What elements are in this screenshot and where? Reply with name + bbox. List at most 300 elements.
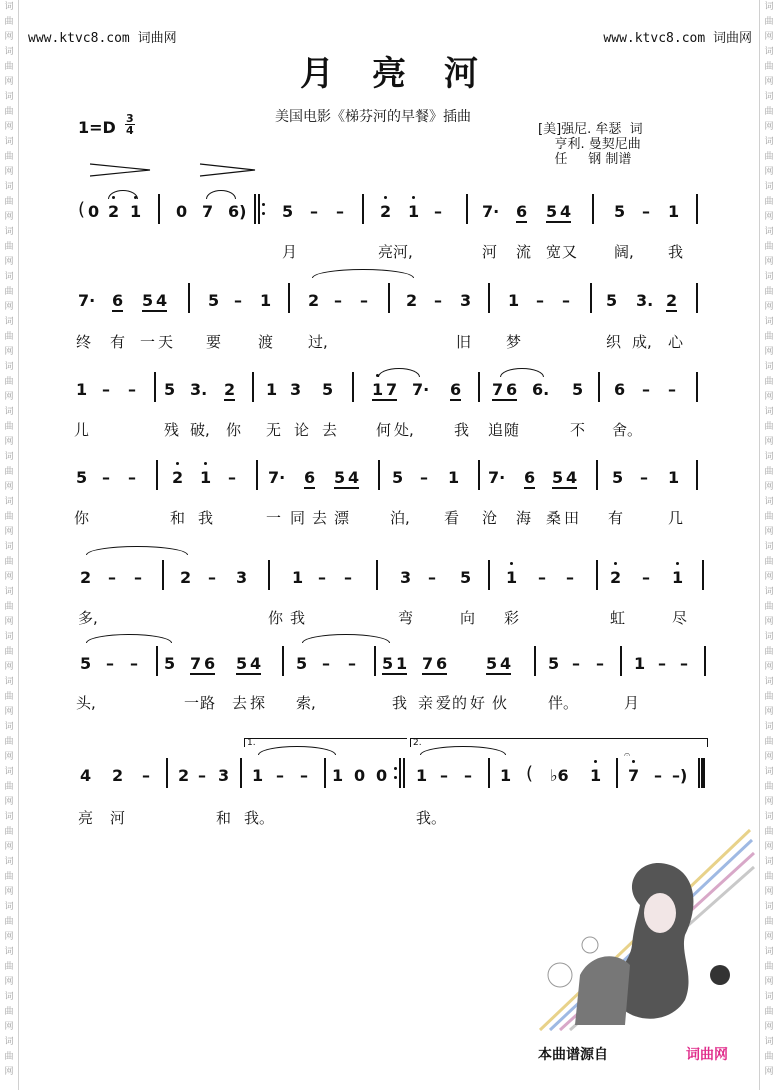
note: 5 bbox=[614, 202, 626, 221]
singer-illustration bbox=[520, 825, 755, 1040]
lyric: 你 bbox=[74, 509, 90, 527]
note: 0 bbox=[88, 202, 100, 221]
watermark-char: 网 bbox=[4, 887, 14, 897]
note: 3. bbox=[190, 380, 208, 399]
barline bbox=[534, 646, 536, 676]
dash: – bbox=[310, 202, 318, 221]
note: 1 bbox=[508, 291, 520, 310]
watermark-char: 词 bbox=[764, 947, 774, 957]
note: 0 bbox=[376, 766, 388, 785]
watermark-char: 词 bbox=[4, 1037, 14, 1047]
dash: – bbox=[348, 654, 356, 673]
note: ♭6 bbox=[550, 766, 569, 785]
lyric: 一 bbox=[140, 333, 156, 351]
barline bbox=[378, 460, 380, 490]
barline bbox=[696, 283, 698, 313]
dash: – bbox=[562, 291, 570, 310]
barline bbox=[388, 283, 390, 313]
barline bbox=[162, 560, 164, 590]
watermark-char: 网 bbox=[4, 482, 14, 492]
note: 7 bbox=[190, 654, 205, 675]
lyric: 我。 bbox=[416, 809, 447, 827]
note: 1 bbox=[260, 291, 272, 310]
note: 7 bbox=[422, 654, 437, 675]
dash: – bbox=[322, 654, 330, 673]
dash: – bbox=[640, 468, 648, 487]
watermark-char: 词 bbox=[764, 362, 774, 372]
watermark-char: 网 bbox=[764, 257, 774, 267]
barline bbox=[376, 560, 378, 590]
slur bbox=[258, 746, 336, 755]
dash: – bbox=[596, 654, 604, 673]
lyric: 海 bbox=[516, 509, 532, 527]
note: 5 bbox=[334, 468, 349, 489]
octave-dot bbox=[412, 196, 415, 199]
note: 1 bbox=[396, 654, 408, 673]
lyric: 探 bbox=[250, 694, 266, 712]
brand-logo-text[interactable]: 词曲网 bbox=[686, 1047, 728, 1063]
note: 2 bbox=[180, 568, 192, 587]
watermark-char: 曲 bbox=[764, 107, 774, 117]
barline bbox=[696, 194, 698, 224]
lyric: 的 bbox=[452, 694, 468, 712]
left-watermark-column bbox=[0, 0, 19, 1090]
watermark-char: 词 bbox=[4, 542, 14, 552]
barline bbox=[592, 194, 594, 224]
octave-dot bbox=[614, 562, 617, 565]
barline bbox=[488, 560, 490, 590]
note: 1 bbox=[266, 380, 278, 399]
note: 7· bbox=[268, 468, 286, 487]
watermark-char: 词 bbox=[764, 542, 774, 552]
lyric: 你 bbox=[226, 421, 242, 439]
watermark-char: 网 bbox=[764, 302, 774, 312]
note: 2 bbox=[308, 291, 320, 310]
lyric: 残 bbox=[164, 421, 180, 439]
note: 5 bbox=[208, 291, 220, 310]
lyrics-row-5 bbox=[72, 607, 702, 631]
watermark-char: 曲 bbox=[764, 467, 774, 477]
octave-dot bbox=[176, 462, 179, 465]
watermark-char: 网 bbox=[4, 662, 14, 672]
lyric: 宽 bbox=[546, 243, 562, 261]
note: 5 bbox=[546, 202, 561, 223]
note: 6 bbox=[524, 468, 536, 487]
barline bbox=[352, 372, 354, 402]
watermark-char: 网 bbox=[764, 482, 774, 492]
note: 2 bbox=[224, 380, 236, 399]
barline bbox=[702, 560, 704, 590]
dash: – bbox=[128, 380, 136, 399]
watermark-char: 网 bbox=[764, 572, 774, 582]
note: 7 bbox=[492, 380, 507, 401]
dash: – bbox=[198, 766, 206, 785]
note: 2 bbox=[112, 766, 124, 785]
watermark-char: 网 bbox=[764, 167, 774, 177]
lyric: 去 bbox=[312, 509, 328, 527]
lyric: 索, bbox=[296, 694, 316, 712]
lyric: 织 bbox=[606, 333, 622, 351]
volta-label: 2. bbox=[413, 738, 422, 748]
watermark-char: 网 bbox=[4, 797, 14, 807]
barline bbox=[478, 460, 480, 490]
watermark-char: 词 bbox=[4, 2, 14, 12]
barline bbox=[158, 194, 160, 224]
watermark-char: 曲 bbox=[4, 917, 14, 927]
note: 1 bbox=[372, 380, 387, 401]
lyric: 我 bbox=[198, 509, 214, 527]
watermark-char: 网 bbox=[764, 1022, 774, 1032]
watermark-char: 曲 bbox=[764, 512, 774, 522]
watermark-char: 词 bbox=[4, 722, 14, 732]
lyric: 去 bbox=[232, 694, 248, 712]
lyric: 心 bbox=[668, 333, 684, 351]
lyric: 虹 bbox=[610, 609, 626, 627]
site-url-left[interactable]: www.ktvc8.com 词曲网 bbox=[28, 31, 177, 46]
watermark-char: 曲 bbox=[764, 872, 774, 882]
watermark-char: 曲 bbox=[4, 1007, 14, 1017]
lyrics-row-1 bbox=[72, 241, 702, 265]
note: 5 bbox=[548, 654, 560, 673]
barline bbox=[166, 758, 168, 788]
dash: – bbox=[334, 291, 342, 310]
note: 7 bbox=[628, 766, 640, 785]
lyric: 头, bbox=[76, 694, 96, 712]
dash: – bbox=[428, 568, 436, 587]
note: 1 bbox=[672, 568, 684, 587]
watermark-char: 曲 bbox=[4, 467, 14, 477]
watermark-char: 网 bbox=[764, 932, 774, 942]
lyric: 好 bbox=[470, 694, 486, 712]
watermark-char: 网 bbox=[4, 257, 14, 267]
note: 6 bbox=[614, 380, 626, 399]
lyric: 我 bbox=[454, 421, 470, 439]
lyric: 渡 bbox=[258, 333, 274, 351]
note: 2 bbox=[406, 291, 418, 310]
watermark-char: 网 bbox=[4, 842, 14, 852]
note: 4 bbox=[250, 654, 262, 673]
watermark-char: 词 bbox=[764, 677, 774, 687]
watermark-char: 网 bbox=[764, 887, 774, 897]
notation-row-5 bbox=[72, 556, 702, 596]
note: 1 bbox=[634, 654, 646, 673]
note: 1 bbox=[332, 766, 344, 785]
note: 5 bbox=[282, 202, 294, 221]
watermark-char: 词 bbox=[764, 452, 774, 462]
octave-dot bbox=[676, 562, 679, 565]
notation-row-4 bbox=[72, 456, 702, 496]
watermark-char: 词 bbox=[764, 182, 774, 192]
dash: – bbox=[658, 654, 666, 673]
barline bbox=[488, 758, 490, 788]
watermark-char: 网 bbox=[764, 392, 774, 402]
lyric: 和 bbox=[216, 809, 232, 827]
lyric: 几 bbox=[668, 509, 684, 527]
dash: – bbox=[102, 468, 110, 487]
note: 1 bbox=[506, 568, 518, 587]
lyric: 何 bbox=[376, 421, 392, 439]
watermark-char: 词 bbox=[764, 632, 774, 642]
watermark-char: 词 bbox=[4, 677, 14, 687]
note: 4 bbox=[156, 291, 168, 310]
barline bbox=[154, 372, 156, 402]
lyric: 彩 bbox=[504, 609, 520, 627]
note: 1 bbox=[448, 468, 460, 487]
watermark-char: 词 bbox=[764, 722, 774, 732]
note: ( bbox=[526, 763, 534, 784]
watermark-char: 词 bbox=[4, 362, 14, 372]
watermark-char: 曲 bbox=[764, 647, 774, 657]
watermark-char: 网 bbox=[764, 842, 774, 852]
source-caption: 本曲谱源自 bbox=[538, 1047, 608, 1063]
watermark-char: 词 bbox=[764, 227, 774, 237]
lyric: 要 bbox=[206, 333, 222, 351]
octave-dot bbox=[632, 760, 635, 763]
octave-dot bbox=[204, 462, 207, 465]
slur bbox=[86, 546, 188, 555]
note: 1 bbox=[668, 468, 680, 487]
arranger-credit: 任 钢 制谱 bbox=[538, 152, 632, 167]
dash: – bbox=[108, 568, 116, 587]
watermark-char: 词 bbox=[4, 992, 14, 1002]
dash: – bbox=[300, 766, 308, 785]
watermark-char: 曲 bbox=[4, 692, 14, 702]
watermark-char: 曲 bbox=[4, 737, 14, 747]
note: 3 bbox=[236, 568, 248, 587]
dash: – bbox=[654, 766, 662, 785]
note: ( bbox=[78, 199, 86, 220]
note: 5 bbox=[80, 654, 92, 673]
watermark-char: 网 bbox=[4, 1067, 14, 1077]
watermark-char: 曲 bbox=[4, 62, 14, 72]
dash: – bbox=[208, 568, 216, 587]
octave-dot bbox=[594, 760, 597, 763]
octave-dot bbox=[510, 562, 513, 565]
watermark-char: 网 bbox=[4, 167, 14, 177]
lyric: 桑 bbox=[546, 509, 562, 527]
barline bbox=[704, 646, 706, 676]
watermark-char: 网 bbox=[4, 392, 14, 402]
site-url-right[interactable]: www.ktvc8.com 词曲网 bbox=[603, 31, 752, 46]
watermark-char: 网 bbox=[4, 932, 14, 942]
watermark-char: 网 bbox=[4, 707, 14, 717]
watermark-char: 曲 bbox=[764, 242, 774, 252]
barline bbox=[596, 560, 598, 590]
note: 0 bbox=[176, 202, 188, 221]
repeat-start bbox=[254, 194, 266, 224]
note: 1 bbox=[408, 202, 420, 221]
notation-row-1 bbox=[72, 190, 702, 230]
lyric: 我 bbox=[290, 609, 306, 627]
barline bbox=[156, 460, 158, 490]
note: 1 bbox=[590, 766, 602, 785]
watermark-char: 曲 bbox=[4, 602, 14, 612]
lyric: 无 bbox=[266, 421, 282, 439]
watermark-char: 曲 bbox=[764, 692, 774, 702]
note: 4 bbox=[560, 202, 572, 221]
note: 1 bbox=[292, 568, 304, 587]
watermark-char: 词 bbox=[4, 407, 14, 417]
lyric: 路 bbox=[200, 694, 216, 712]
watermark-char: 网 bbox=[764, 32, 774, 42]
lyric: 看 bbox=[444, 509, 460, 527]
watermark-char: 曲 bbox=[4, 512, 14, 522]
note: 6 bbox=[112, 291, 124, 310]
lyric: 河 bbox=[482, 243, 498, 261]
watermark-char: 曲 bbox=[764, 962, 774, 972]
slur bbox=[302, 634, 390, 643]
dash: – bbox=[420, 468, 428, 487]
watermark-char: 曲 bbox=[4, 242, 14, 252]
watermark-char: 词 bbox=[764, 992, 774, 1002]
watermark-char: 词 bbox=[764, 47, 774, 57]
note: 5 bbox=[236, 654, 251, 675]
note: 1 bbox=[668, 202, 680, 221]
lyrics-row-6 bbox=[72, 692, 702, 716]
dash: – bbox=[234, 291, 242, 310]
watermark-char: 网 bbox=[4, 212, 14, 222]
watermark-char: 词 bbox=[4, 317, 14, 327]
watermark-char: 词 bbox=[764, 407, 774, 417]
lyric: 月 bbox=[282, 243, 298, 261]
watermark-char: 词 bbox=[4, 902, 14, 912]
volta-label: 1. bbox=[247, 738, 256, 748]
watermark-char: 词 bbox=[4, 812, 14, 822]
notation-row-6 bbox=[72, 642, 702, 682]
note: 2 bbox=[380, 202, 392, 221]
barline bbox=[240, 758, 242, 788]
lyric: 泊, bbox=[390, 509, 410, 527]
lyric: 月 bbox=[624, 694, 640, 712]
slur bbox=[312, 269, 414, 278]
lyric: 去 bbox=[322, 421, 338, 439]
watermark-char: 曲 bbox=[4, 197, 14, 207]
watermark-char: 网 bbox=[764, 77, 774, 87]
notation-row-7 bbox=[72, 748, 702, 794]
lyric: 弯 bbox=[398, 609, 414, 627]
note: 6 bbox=[516, 202, 528, 221]
lyric: 多, bbox=[78, 609, 98, 627]
watermark-char: 词 bbox=[4, 857, 14, 867]
watermark-char: 曲 bbox=[764, 1007, 774, 1017]
note: 4 bbox=[80, 766, 92, 785]
watermark-char: 词 bbox=[4, 47, 14, 57]
barline bbox=[616, 758, 618, 788]
note: 5 bbox=[460, 568, 472, 587]
watermark-char: 网 bbox=[4, 32, 14, 42]
meter-denominator: 4 bbox=[126, 124, 134, 137]
watermark-char: 词 bbox=[4, 227, 14, 237]
watermark-char: 网 bbox=[764, 662, 774, 672]
note: 6 bbox=[204, 654, 216, 673]
watermark-char: 曲 bbox=[4, 107, 14, 117]
note: 5 bbox=[606, 291, 618, 310]
dash: – bbox=[128, 468, 136, 487]
watermark-char: 曲 bbox=[4, 152, 14, 162]
lyric: 伴。 bbox=[548, 694, 579, 712]
watermark-char: 曲 bbox=[764, 332, 774, 342]
dash: – bbox=[130, 654, 138, 673]
watermark-char: 网 bbox=[764, 212, 774, 222]
watermark-char: 曲 bbox=[4, 377, 14, 387]
dash: – bbox=[642, 568, 650, 587]
note: –) bbox=[672, 766, 688, 785]
slur bbox=[378, 368, 420, 377]
note: 5 bbox=[322, 380, 334, 399]
watermark-char: 网 bbox=[4, 977, 14, 987]
watermark-char: 曲 bbox=[4, 17, 14, 27]
barline bbox=[156, 646, 158, 676]
note: 6 bbox=[506, 380, 518, 399]
dash: – bbox=[642, 202, 650, 221]
watermark-char: 词 bbox=[764, 587, 774, 597]
composer-credit: 亨利. 曼契尼曲 bbox=[538, 137, 641, 152]
watermark-char: 网 bbox=[4, 437, 14, 447]
lyric: 梦 bbox=[506, 333, 522, 351]
note: 1 bbox=[76, 380, 88, 399]
right-watermark-column bbox=[759, 0, 778, 1090]
note: 5 bbox=[296, 654, 308, 673]
watermark-char: 网 bbox=[4, 527, 14, 537]
watermark-char: 词 bbox=[764, 857, 774, 867]
barline bbox=[590, 283, 592, 313]
note: 6 bbox=[450, 380, 462, 399]
lyric: 漂 bbox=[334, 509, 350, 527]
barline bbox=[466, 194, 468, 224]
watermark-char: 网 bbox=[4, 752, 14, 762]
watermark-char: 曲 bbox=[4, 782, 14, 792]
note: 5 bbox=[382, 654, 397, 675]
repeat-end bbox=[394, 758, 406, 788]
lyric: 同 bbox=[290, 509, 306, 527]
slur bbox=[108, 190, 138, 199]
watermark-char: 曲 bbox=[4, 962, 14, 972]
watermark-char: 曲 bbox=[4, 557, 14, 567]
lyric: 伙 bbox=[492, 694, 508, 712]
final-barline bbox=[698, 758, 705, 788]
lyric: 一 bbox=[266, 509, 282, 527]
dash: – bbox=[572, 654, 580, 673]
dash: – bbox=[464, 766, 472, 785]
lyric: 随 bbox=[504, 421, 520, 439]
barline bbox=[324, 758, 326, 788]
note: 4 bbox=[566, 468, 578, 487]
watermark-char: 曲 bbox=[764, 602, 774, 612]
lyric: 和 bbox=[170, 509, 186, 527]
note: 5 bbox=[164, 380, 176, 399]
note: 6 bbox=[436, 654, 448, 673]
lyric: 田 bbox=[564, 509, 580, 527]
watermark-char: 曲 bbox=[764, 782, 774, 792]
dash: – bbox=[536, 291, 544, 310]
barline bbox=[374, 646, 376, 676]
watermark-char: 网 bbox=[764, 527, 774, 537]
note: 2 bbox=[666, 291, 678, 310]
barline bbox=[256, 460, 258, 490]
lyric: 天 bbox=[158, 333, 174, 351]
note: 4 bbox=[348, 468, 360, 487]
lyric: 亲 bbox=[418, 694, 434, 712]
lyric: 有 bbox=[110, 333, 126, 351]
dash: – bbox=[318, 568, 326, 587]
slur bbox=[420, 746, 506, 755]
note: 3 bbox=[218, 766, 230, 785]
lyric: 成, bbox=[632, 333, 652, 351]
song-credits bbox=[538, 122, 643, 167]
note: 4 bbox=[500, 654, 512, 673]
watermark-char: 词 bbox=[4, 632, 14, 642]
dash: – bbox=[336, 202, 344, 221]
